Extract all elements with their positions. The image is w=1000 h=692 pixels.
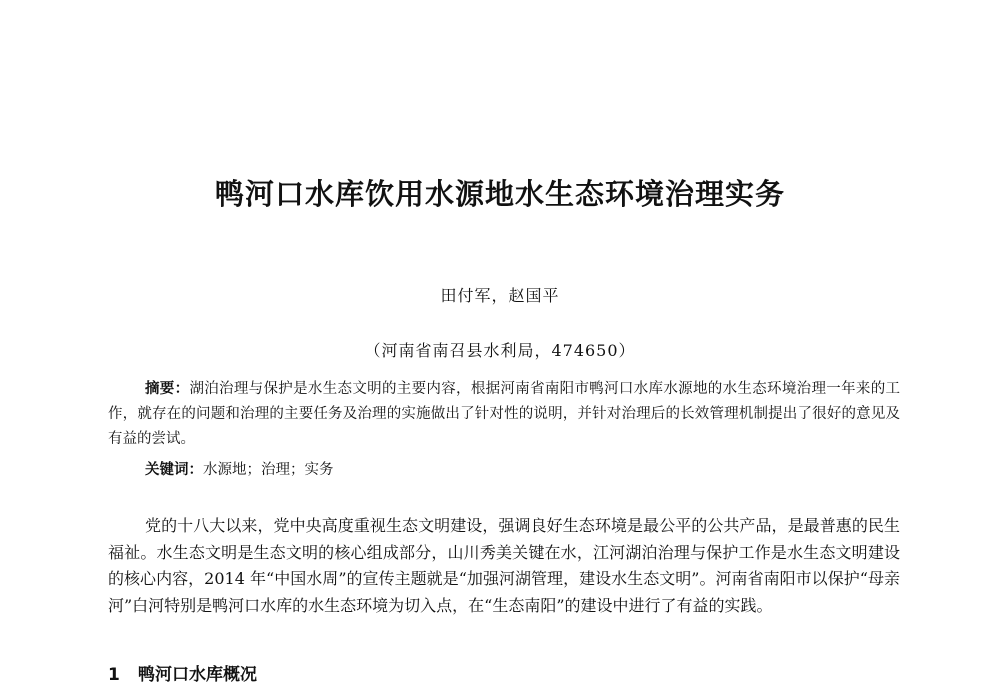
keywords-text: 水源地；治理；实务	[203, 462, 334, 478]
abstract-text: 湖泊治理与保护是水生态文明的主要内容，根据河南省南阳市鸭河口水库水源地的水生态环境治理一年来的工作，就存在的问题和治理的主要任务及治理的实施做出了针对性的说明，并针对治理后的长效管理机制提出了很好的意见及有益的尝试。	[108, 381, 901, 447]
keywords-label: 关键词：	[145, 462, 203, 478]
section-number: 1	[108, 665, 120, 685]
section-title: 鸭河口水库概况	[138, 665, 257, 685]
paper-title: 鸭河口水库饮用水源地水生态环境治理实务	[214, 177, 785, 211]
abstract-block	[108, 377, 900, 452]
abstract-label: 摘要：	[145, 381, 190, 397]
body-paragraph: 党的十八大以来，党中央高度重视生态文明建设，强调良好生态环境是最公平的公共产品，是最普惠的民生福祉。水生态文明是生态文明的核心组成部分，山川秀美关键在水，江河湖泊治理与保护工作是水生态文明建设的核心内容，2014 年“中国水周”的宣传主题就是“加强河湖管理，建设水生态文明”。河南省南阳市以保护“母亲河”白河特别是鸭河口水库的水生态环境为切入点，在“生态南阳”的建设中进行了有益的实践。	[108, 516, 900, 615]
keywords-block	[145, 458, 900, 483]
section-heading	[108, 660, 257, 685]
paper-affiliation: （河南省南召县水利局，474650）	[364, 341, 636, 360]
paper-authors: 田付军，赵国平	[440, 286, 560, 305]
